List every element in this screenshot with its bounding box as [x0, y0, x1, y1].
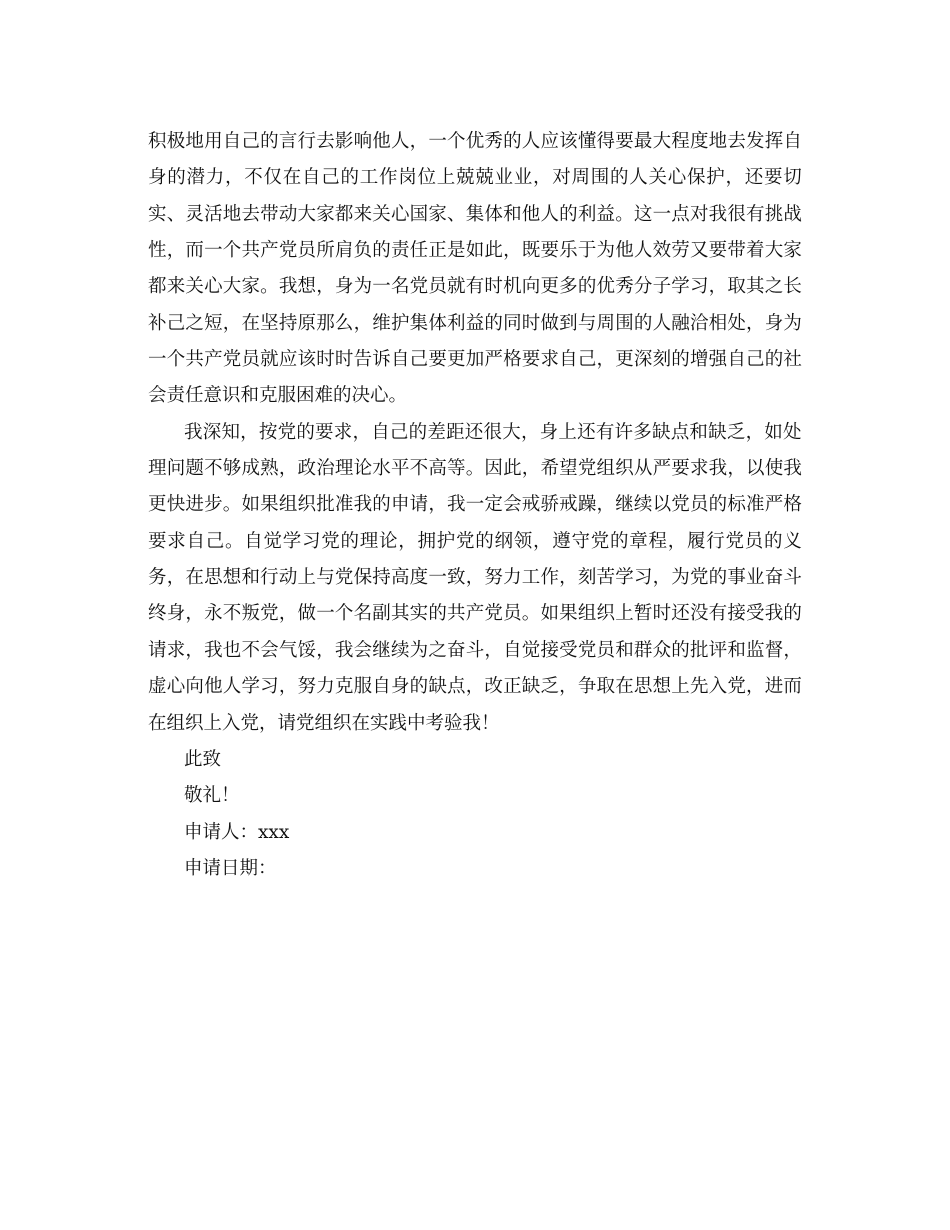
- letter-closing: [148, 742, 802, 887]
- letter-body: [148, 124, 802, 887]
- salutation: 此致: [184, 748, 222, 770]
- applicant-signature: 申请人：xxx: [184, 821, 290, 843]
- paragraph-line: 理 问 题 不 够 成 熟 ， 政 治 理 论 水 平 不 高 等 。 因 此 ， 希 望 党 组 织 从 严 要 求 我 ， 以 使 我: [148, 458, 802, 480]
- paragraph-line: 性 ， 而 一 个 共 产 党 员 所 肩 负 的 责 任 正 是 如 此 ， 既 要 乐 于 为 他 人 效 劳 又 要 带 着 大 家: [148, 240, 802, 262]
- paragraph-line: 积 极 地 用 自 己 的 言 行 去 影 响 他 人 ， 一 个 优 秀 的 人 应 该 懂 得 要 最 大 程 度 地 去 发 挥 自: [148, 131, 802, 152]
- paragraph-line: 身 的 潜 力 ， 不 仅 在 自 己 的 工 作 岗 位 上 兢 兢 业 业 ， 对 周 围 的 人 关 心 保 护 ， 还 要 切: [148, 167, 802, 189]
- paragraph-line: 终 身 ， 永 不 叛 党 ， 做 一 个 名 副 其 实 的 共 产 党 员 。 如 果 组 织 上 暂 时 还 没 有 接 受 我 的: [148, 603, 802, 625]
- paragraph-1: [148, 124, 802, 415]
- paragraph-line: 实 、 灵 活 地 去 带 动 大 家 都 来 关 心 国 家 、 集 体 和 他 人 的 利 益 。 这 一 点 对 我 很 有 挑 战: [148, 203, 802, 225]
- paragraph-line: 虚 心 向 他 人 学 习 ， 努 力 克 服 自 身 的 缺 点 ， 改 正 缺 乏 ， 争 取 在 思 想 上 先 入 党 ， 进 而: [148, 676, 802, 698]
- paragraph-line: 一 个 共 产 党 员 就 应 该 时 时 告 诉 自 己 要 更 加 严 格 要 求 自 己 ， 更 深 刻 的 增 强 自 己 的 社: [148, 349, 802, 371]
- paragraph-line: 在组织上入党，请党组织在实践中考验我！: [148, 712, 500, 734]
- application-date: 申请日期：: [184, 857, 277, 879]
- paragraph-line: 会责任意识和克服困难的决心。: [148, 385, 408, 407]
- regards: 敬礼！: [184, 785, 240, 807]
- paragraph-line: 要 求 自 己 。 自 觉 学 习 党 的 理 论 ， 拥 护 党 的 纲 领 ， 遵 守 党 的 章 程 ， 履 行 党 员 的 义: [148, 530, 802, 552]
- paragraph-line: 都 来 关 心 大 家 。 我 想 ， 身 为 一 名 党 员 就 有 时 机 向 更 多 的 优 秀 分 子 学 习 ， 取 其 之 长: [148, 276, 802, 298]
- paragraph-line: 请 求 ， 我 也 不 会 气 馁 ， 我 会 继 续 为 之 奋 斗 ， 自 觉 接 受 党 员 和 群 众 的 批 评 和 监 督 ，: [148, 639, 802, 661]
- paragraph-line: 我 深 知 ， 按 党 的 要 求 ， 自 己 的 差 距 还 很 大 ， 身 上 还 有 许 多 缺 点 和 缺 乏 ， 如 处: [184, 421, 802, 443]
- paragraph-line: 务 ， 在 思 想 和 行 动 上 与 党 保 持 高 度 一 致 ， 努 力 工 作 ， 刻 苦 学 习 ， 为 党 的 事 业 奋 斗: [148, 567, 802, 589]
- paragraph-2: [148, 415, 802, 742]
- paragraph-line: 补 己 之 短 ， 在 坚 持 原 那 么 ， 维 护 集 体 利 益 的 同 时 做 到 与 周 围 的 人 融 洽 相 处 ， 身 为: [148, 312, 802, 334]
- paragraph-line: 更 快 进 步 。 如 果 组 织 批 准 我 的 申 请 ， 我 一 定 会 戒 骄 戒 躁 ， 继 续 以 党 员 的 标 准 严 格: [148, 494, 802, 516]
